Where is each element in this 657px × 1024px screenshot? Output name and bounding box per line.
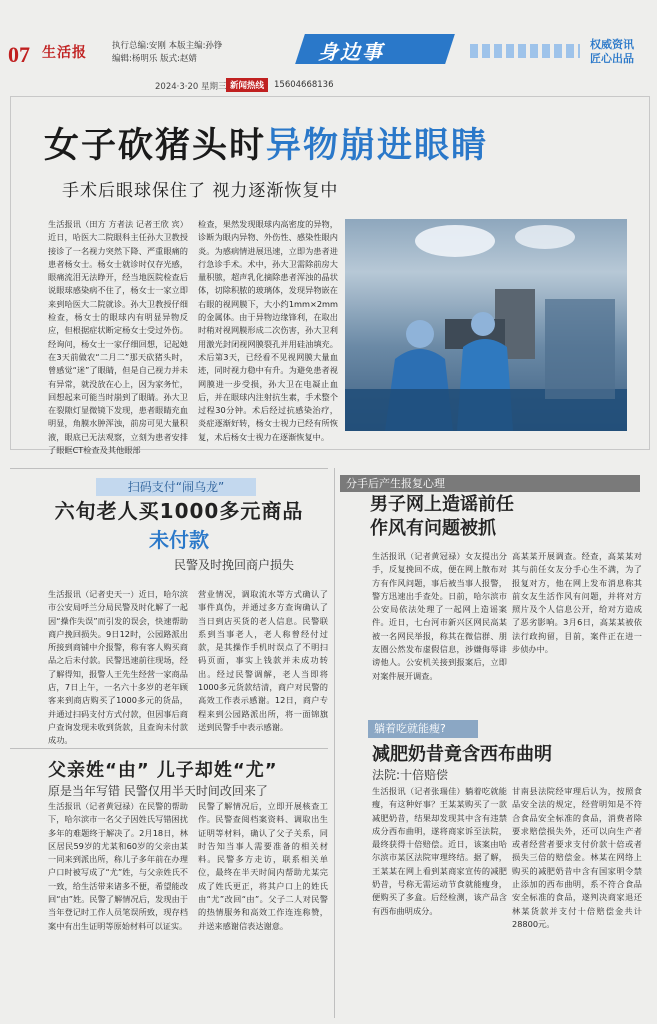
surgery-photo bbox=[345, 219, 627, 431]
man-headline bbox=[370, 493, 514, 541]
old-man-story-tag: 扫码支付“闹乌龙” bbox=[96, 478, 256, 496]
man-headline-line-2: 作风有问题被抓 bbox=[370, 518, 496, 539]
man-story-badge: 分手后产生报复心理 bbox=[340, 475, 640, 492]
old-man-headline-line-1: 六旬老人买1000多元商品 bbox=[54, 499, 304, 523]
divider-rule bbox=[10, 748, 328, 749]
diet-body-column-2: 甘南县法院经审理后认为，按照食品安全法的规定，经营明知是不符合食品安全标准的食品，消费者除要求赔偿损失外，还可以向生产者或者经营者要求支付价款十倍或者损失三倍的赔偿金。林某在网络上购买的减肥奶昔中含有国家明令禁止添加的西布曲明，系不符合食品安全标准的食品，遂判决商家退还林某货款并支付十倍赔偿金共计28800元。 bbox=[512, 786, 642, 929]
editors-line-1: 执行总编:安刚 本版主编:孙铮 bbox=[112, 41, 223, 51]
hotline-number: 15604668136 bbox=[274, 80, 334, 90]
column-divider bbox=[334, 468, 335, 1018]
brand-line-2: 匠心出品 bbox=[590, 52, 634, 65]
diet-headline: 减肥奶昔竟含西布曲明 bbox=[372, 744, 552, 765]
old-man-body-column-1: 生活报讯（记者史天一）近日，哈尔滨市公安局呼兰分局民警及时化解了一起因“操作失误”而引发的误会，快速帮助商户挽回损失。9日12时，公园路派出所接到商铺中介报警，称有客人购买商品之后未付款。民警迅速前往现场，经了解得知，报警人王先生经营一家商品店，7日上午，一名六十多岁的老年顾客来到商店购买了1000多元的货品，并通过扫码支付方式付款，但因事后商户查询发现未收到货款，且查询未付款成功。 bbox=[48, 589, 188, 746]
old-man-subheadline: 民警及时挽回商户损失 bbox=[173, 558, 294, 572]
section-title: 身边事 bbox=[318, 40, 384, 64]
decorative-stripe bbox=[470, 44, 580, 58]
lead-headline-part-1: 女子砍猪头时 bbox=[44, 125, 267, 166]
man-headline-line-1: 男子网上造谣前任 bbox=[370, 494, 514, 515]
diet-subheadline: 法院:十倍赔偿 bbox=[372, 768, 449, 782]
hotline-label: 新闻热线 bbox=[226, 78, 268, 92]
lead-headline-part-2: 异物崩进眼睛 bbox=[266, 125, 489, 166]
brand-slogan bbox=[590, 38, 634, 66]
father-body-column-1: 生活报讯（记者黄冠禄）在民警的帮助下，哈尔滨市一名父子因姓氏写错困扰多年的难题终于解决了。2月18日，林区居民59岁的尤某和60岁的父亲由某一同来到派出所，称儿子多年前在办理户口时被写成了“尤”姓，与父亲姓氏不一致，给生活带来诸多不便，希望能改回“由”姓。民警了解情况后，发现由于当年登记时工作人员笔误所致，现存档案中有出生证明等原始材料可以证实。 bbox=[48, 801, 188, 931]
editors-credits bbox=[112, 40, 222, 66]
lead-headline bbox=[44, 118, 488, 168]
old-man-body-column-2: 营业情况，调取流水等方式确认了事件真伪，并通过多方查询确认了当日到店买货的老人信息。民警联系到当事老人，老人称曾经付过款，是其操作手机时误点了不明扫码页面，事实上钱款并未成功转出。经过民警调解，老人当即将1000多元货款结清，商户对民警的高效工作表示感谢。12日，商户专程来到公园路派出所，将一面锦旗送到民警手中表示感谢。 bbox=[198, 589, 328, 732]
diet-story-badge: 躺着吃就能瘦? bbox=[368, 720, 478, 738]
lead-subheadline: 手术后眼球保住了 视力逐渐恢复中 bbox=[62, 181, 339, 201]
issue-date: 2024·3·20 星期三 bbox=[155, 82, 227, 92]
editors-line-2: 编辑:杨明乐 版式:赵婧 bbox=[112, 54, 197, 64]
lead-body-column-1: 生活报讯（田方 方者法 记者王欣 宾）近日，哈医大二院眼科主任孙大卫教授接诊了一名视力突然下降、严重眼痛的患者杨女士。杨女士就诊时仅存光感，眼痛流泪无法睁开，经当地医院检查后说眼球感染病不住了，杨女士一家立即来到哈医大二院就诊。孙大卫教授仔细检查，杨女士的眼球内有明显异物反应，但根据症状断定杨女士受过外伤。经询问，杨女士一家仔细回想，记起她在3天前做农“二月二”那天砍猪头时，曾感觉“迷”了眼睛，但是自己视力并未有异常，就没放在心上，因为家务忙，回想起来可能当时崩到了眼睛。孙大卫在裂隙灯显微镜下发现，患者眼睛充血明显，角膜水肿浑浊，前房可见大量积液，眼底已无法观察，立刻为患者安排了眼眶CT检查及其他眼部 bbox=[48, 219, 188, 456]
surgery-photo-illustration bbox=[345, 219, 627, 431]
man-body-column-1: 生活报讯（记者黄冠禄）女友提出分手，反复挽回不成，便在网上散布对方有作风问题，事后被当事人报警，警方迅速出手查处。日前，哈尔滨市公安局依法处理了一起网上造谣案件。近日，七台河市新兴区网民高某被一名网民举报，称其在微信群、朋友圈公然发布虚假信息，涉嫌侮辱诽谤他人。公安机关接到报案后，立即对案件展开调查。 bbox=[372, 551, 507, 681]
father-subheadline: 原是当年写错 民警仅用半天时间改回来了 bbox=[48, 784, 268, 798]
man-body-column-2: 高某某开展调查。经查，高某某对其与前任女友分手心生不满，为了报复对方，他在网上发布消息称其前女友生活作风有问题，并将对方照片及个人信息公开，给对方造成了恶劣影响。3月6日，高某某被依法行政拘留，目前，案件正在进一步侦办中。 bbox=[512, 551, 642, 655]
father-body-column-2: 民警了解情况后，立即开展核查工作。民警查阅档案资料、调取出生证明等材料，确认了父子关系，同时告知当事人需要准备的相关材料。民警多方走访，联系相关单位，最终在半天时间内帮助尤某完成了姓氏更正，将其户口上的姓氏由“尤”改回“由”。父子二人对民警的热情服务和高效工作连连称赞，并送来感谢信表达谢意。 bbox=[198, 801, 328, 931]
divider-rule bbox=[10, 468, 328, 469]
father-headline: 父亲姓“由” 儿子却姓“尤” bbox=[48, 760, 278, 781]
lead-body-column-2: 检查，果然发现眼球内高密度的异物，诊断为眼内异物、外伤性、感染性眼内炎。为感病情进展迅速，立即为患者进行急诊手术。术中，孙大卫需除前房大量积脓，超声乳化摘除患者浑浊的晶状体，切除积脓的玻璃体，发现异物嵌在右眼的视网膜下，大小约1mm×2mm的金属体。由于异物边缘锋利，在取出时稍对视网膜形成二次伤害，孙大卫利用激光封闭视网膜裂孔并用硅油填充。术后第3天，已经看不见视网膜大量血迹，同时视力稳中有升。为避免患者视网膜进一步受损，孙大卫在电凝止血后，并在眼球内注射抗生素，手术整个过程30分钟。术后经过抗感染治疗，炎症逐渐好转，杨女士视力已经有所恢复，术后杨女士视力在逐渐恢复中。 bbox=[198, 219, 338, 442]
old-man-headline-line-2: 未付款 bbox=[149, 528, 209, 552]
diet-body-column-1: 生活报讯（记者张瑞佳）躺着吃就能瘦，有这种好事？王某某购买了一款减肥奶昔，结果却发现其中含有违禁成分西布曲明，遂将商家诉至法院，最终获得十倍赔偿。近日，该案由哈尔滨市某区法院审理终结。据了解，王某某在网上看到某商家宣传的减肥奶昔，号称无需运动节食就能瘦身，便购买了多盒。后经检测，该产品含有西布曲明成分。 bbox=[372, 786, 507, 916]
brand-line-1: 权威资讯 bbox=[590, 38, 634, 51]
newspaper-name: 生活报 bbox=[42, 45, 87, 61]
page-number: 07 bbox=[8, 42, 30, 67]
